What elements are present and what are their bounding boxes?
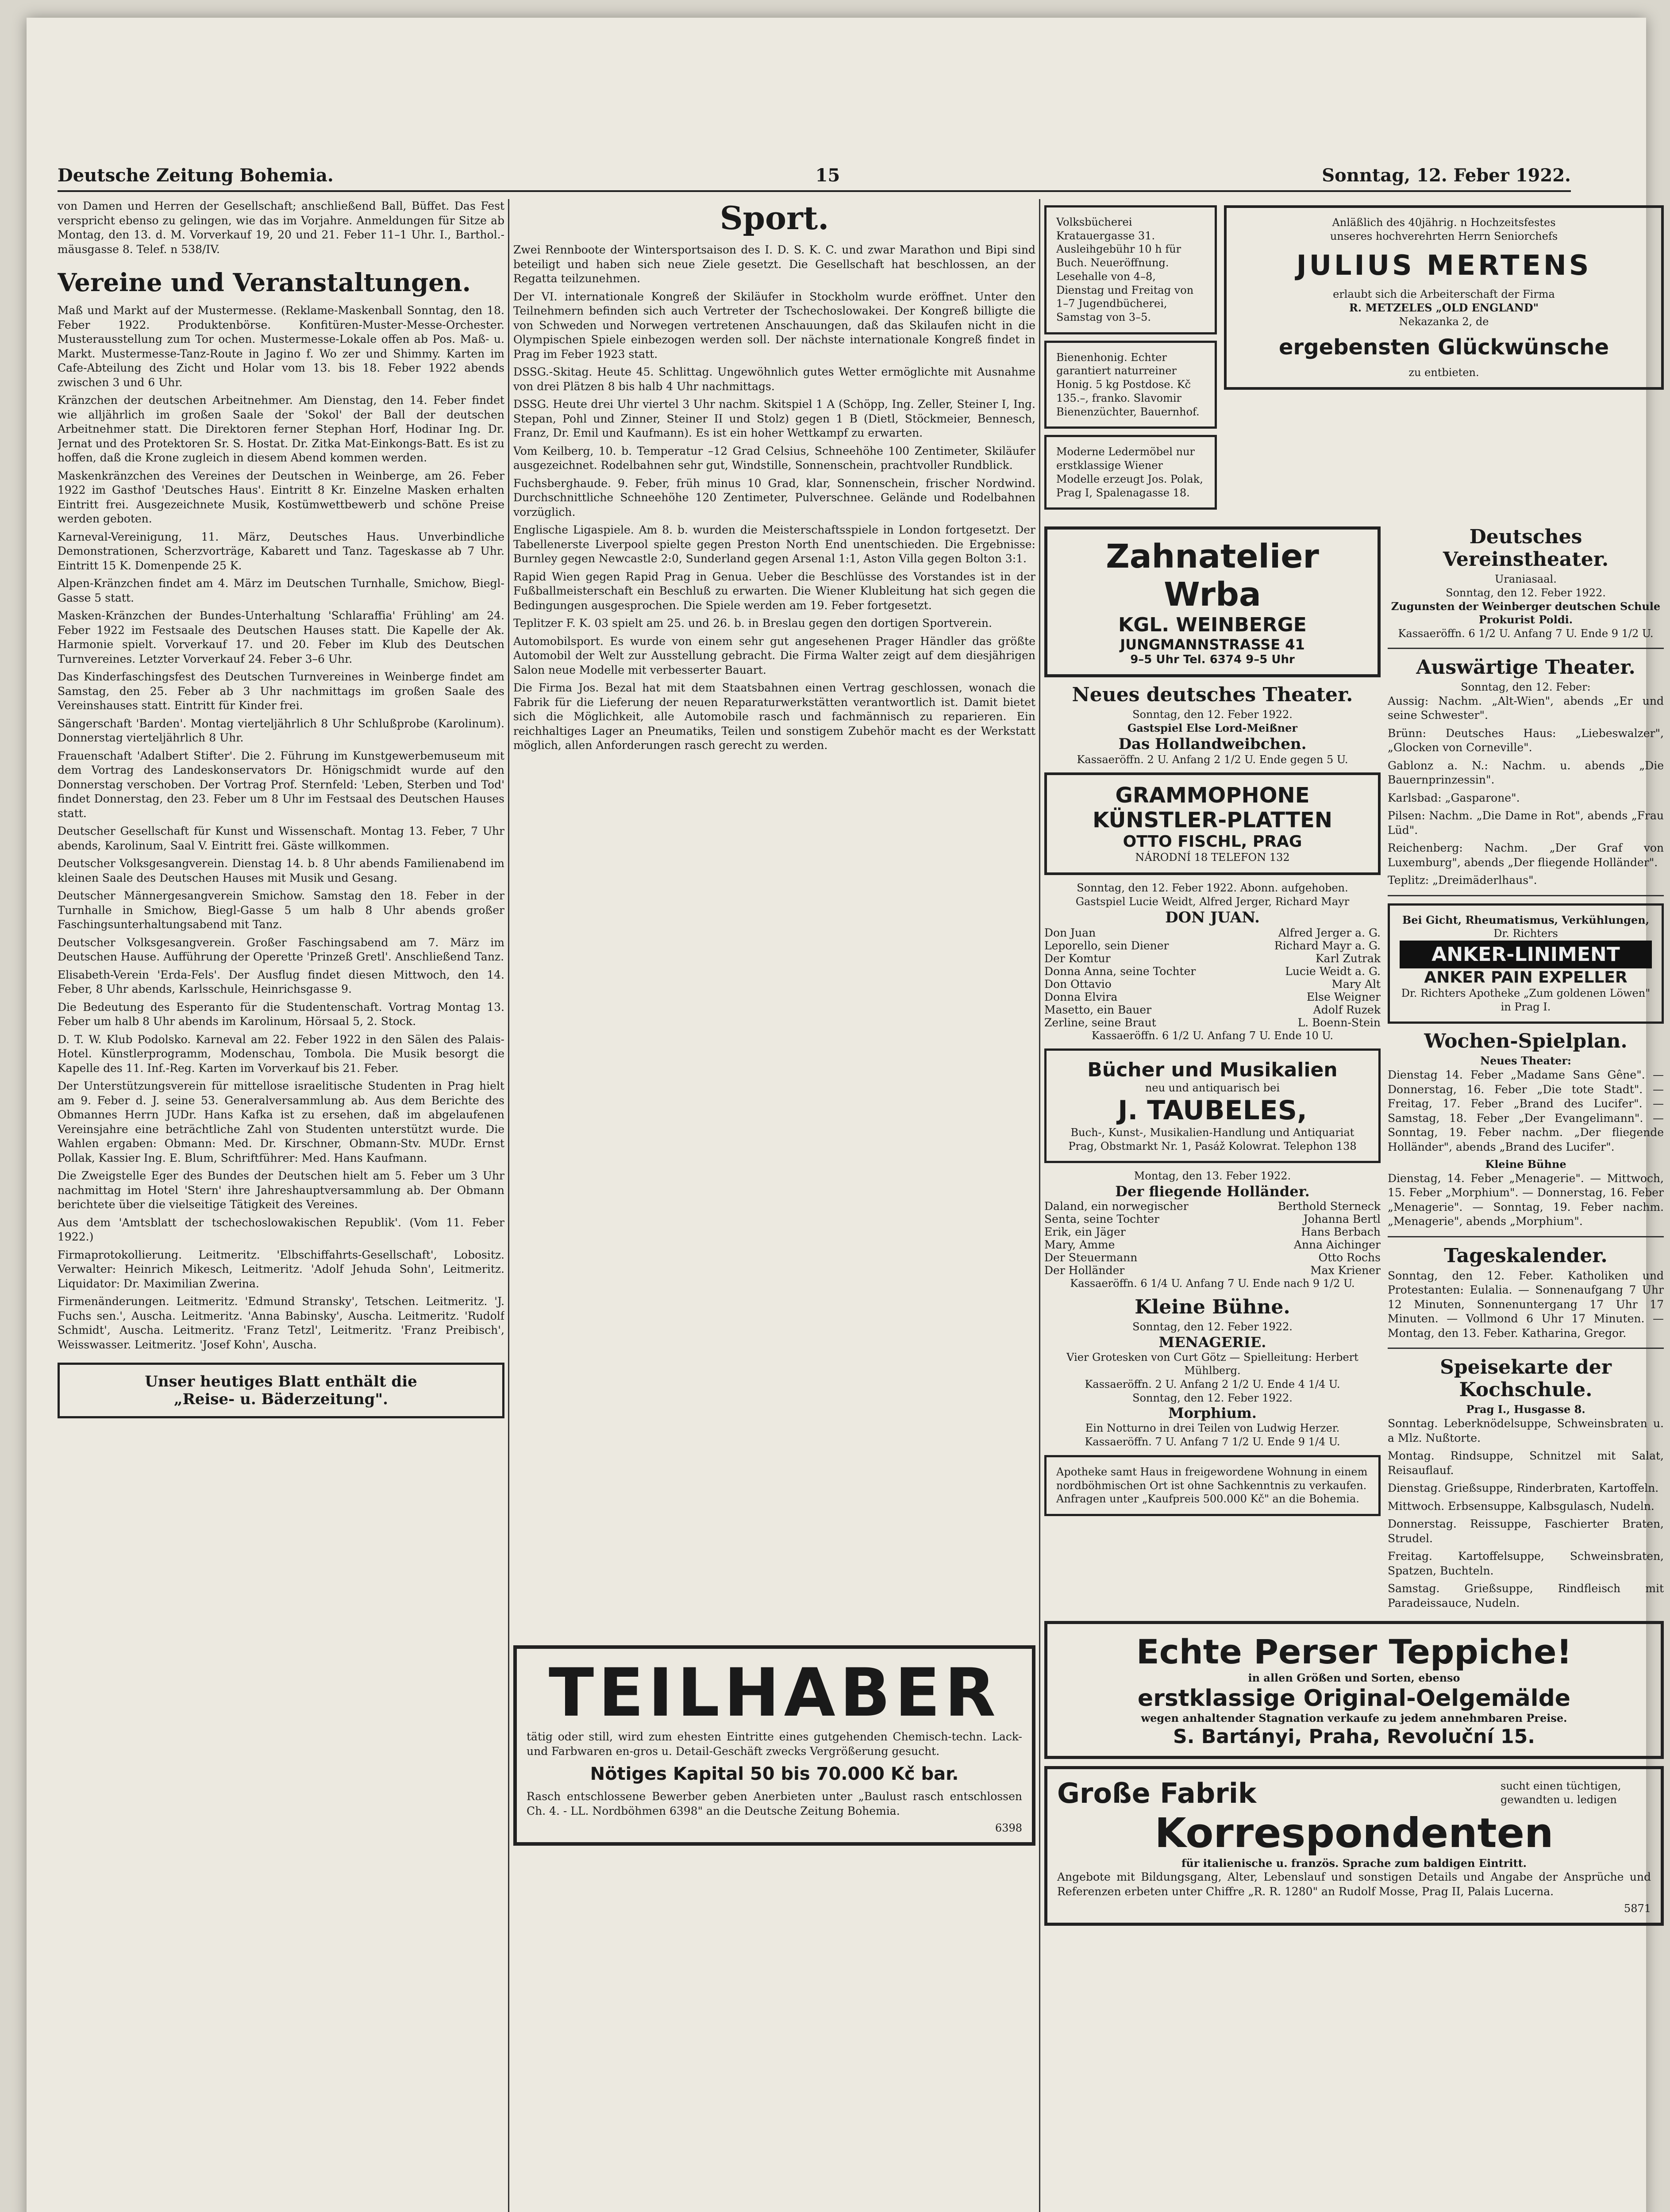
article-paragraph: Freitag. Kartoffelsuppe, Schweinsbraten, Spatzen, Buchteln.	[1388, 1550, 1664, 1577]
ad-perser-contact: S. Bartányi, Praha, Revoluční 15.	[1173, 1725, 1535, 1748]
section-title: Speisekarte der Kochschule.	[1440, 1356, 1612, 1402]
theatre-note: Vier Grotesken von Curt Götz — Spielleitung: Herbert Mühlberg.	[1066, 1351, 1358, 1377]
ad-mertens-line: unseres hochverehrten Herrn Seniorchefs	[1330, 230, 1558, 242]
ad-mertens-line: zu entbieten.	[1408, 366, 1479, 379]
cast-role: Leporello, sein Diener	[1044, 939, 1169, 952]
cast-actor: Lucie Weidt a. G.	[1285, 964, 1381, 978]
ad-perser-line: erstklassige Original-Oelgemälde	[1137, 1685, 1571, 1712]
cast-actor: Else Weigner	[1306, 990, 1381, 1003]
column-2	[513, 199, 1035, 2212]
cast-actor: Anna Aichinger	[1293, 1238, 1381, 1252]
small-ads	[1044, 199, 1217, 516]
article-paragraph: Vom Keilberg, 10. b. Temperatur –12 Grad Celsius, Schneehöhe 100 Zentimeter, Skiläufer ausgezeichnet. Rodelbahnen sehr gut, Windstille, Sonnenschein, prachtvoller Rundblick.	[513, 444, 1035, 472]
ad-fabrik-title: Korrespondenten	[1154, 1809, 1554, 1857]
theatre-title: Deutsches Vereinstheater.	[1443, 526, 1609, 571]
cast-row	[1044, 926, 1381, 939]
ad-taubeles	[1044, 1048, 1381, 1163]
article-paragraph: Deutscher Volksgesangverein. Großer Faschingsabend am 7. März im Deutschen Hause. Aufführung der Operette 'Prinzeß Gretl'. Anschließend Tanz.	[58, 936, 504, 963]
cast-role: Der Holländer	[1044, 1264, 1125, 1277]
ad-taubeles-line: Buch-, Kunst-, Musikalien-Handlung und Antiquariat Prag, Obstmarkt Nr. 1, Pasáž Kolowrat. Telephon 138	[1068, 1126, 1357, 1152]
theatre-times: Kassaeröffn. 6 1/4 U. Anfang 7 U. Ende nach 9 1/2 U.	[1070, 1277, 1355, 1290]
header-date: Sonntag, 12. Feber 1922.	[1322, 165, 1571, 186]
theatre-date: Sonntag, den 12. Feber 1922.	[1132, 708, 1293, 721]
ad-mertens-line: erlaubt sich die Arbeiterschaft der Firma	[1333, 288, 1555, 301]
ad-perser-line: in allen Größen und Sorten, ebenso	[1248, 1671, 1460, 1685]
cast-role: Zerline, seine Braut	[1044, 1016, 1156, 1029]
small-ad: Bienenhonig. Echter garantiert naturreiner Honig. 5 kg Postdose. Kč 135.–, franko. Slavomir Bienenzüchter, Bauernhof.	[1044, 341, 1217, 429]
tageskalender-text: Sonntag, den 12. Feber. Katholiken und Protestanten: Eulalia. — Sonnenaufgang 7 Uhr 12 Minuten, Sonnenuntergang 17 Uhr 17 Minuten. — Vollmond 6 Uhr 17 Minuten. — Montag, den 13. Feber. Katharina, Gregor.	[1388, 1269, 1664, 1340]
article-paragraph: Firmaprotokollierung. Leitmeritz. 'Elbschiffahrts-Gesellschaft', Lobositz. Verwalter: Heinrich Mikesch, Leitmeritz. 'Adolf Jehuda Sohn', Leitmeritz. Liquidator: Dr. Maximilian Zwerina.	[58, 1248, 504, 1290]
cast-list	[1044, 926, 1381, 1029]
cast-role: Don Ottavio	[1044, 977, 1112, 991]
cast-row	[1044, 952, 1381, 965]
article-paragraph: Rapid Wien gegen Rapid Prag in Genua. Ueber die Beschlüsse des Vorstandes ist in der Fußballmeisterschaft ein Beschluß zu erwarten. Die Wiener Klubleitung hat sich gegen die Bedingungen ausgesprochen. Die Spiele werden am 19. Feber fortgesetzt.	[513, 570, 1035, 612]
article-paragraph: Kränzchen der deutschen Arbeitnehmer. Am Dienstag, den 14. Feber findet wie alljährlich im großen Saale der 'Sokol' der Ball der deutschen Arbeitnehmer statt. Die Direktoren ferner Stephan Horf, Hodinar Ing. Dr. Jernat und des Protektoren Sr. S. Hostat. Dr. Zitka Mat-Einkongs-Batt. Es ist zu hoffen, daß die Krone zugleich in diesem Abend kommen werden.	[58, 394, 504, 464]
page-header	[58, 159, 1571, 192]
article-paragraph: Karneval-Vereinigung, 11. März, Deutsches Haus. Unverbindliche Demonstrationen, Scherzvorträge, Kabarett und Tanz. Tageskasse ab 7 Uhr. Eintritt 15 K. Domenpende 25 K.	[58, 530, 504, 572]
notice-title: Unser heutiges Blatt enthält die	[145, 1373, 417, 1390]
cast-actor: Alfred Jerger a. G.	[1278, 926, 1381, 939]
cast-role: Don Juan	[1044, 926, 1096, 939]
ad-wrba-addr2: JUNGMANNSTRASSE 41	[1120, 636, 1305, 653]
ad-apotheke: Apotheke samt Haus in freigewordene Wohnung in einem nordböhmischen Ort ist ohne Sachkenntnis zu verkaufen. Anfragen unter „Kaufpreis 500.000 Kč" an die Bohemia.	[1044, 1455, 1381, 1516]
ad-grammophone-line: GRAMMOPHONE	[1115, 783, 1310, 808]
ad-grammophone-line: KÜNSTLER-PLATTEN	[1093, 808, 1332, 833]
ad-wrba	[1044, 526, 1381, 677]
section-title-sport: Sport.	[720, 199, 829, 237]
article-paragraph: Karlsbad: „Gasparone".	[1388, 791, 1520, 804]
section-title: Tageskalender.	[1444, 1244, 1608, 1267]
ad-anker-line: Dr. Richters	[1493, 927, 1558, 940]
ad-anker-title: ANKER-LINIMENT	[1400, 941, 1652, 968]
theatre-date: Sonntag, den 12. Feber 1922.	[1446, 586, 1606, 599]
article-paragraph: Dienstag. Grießsuppe, Rinderbraten, Kartoffeln.	[1388, 1482, 1659, 1495]
small-ad: Volksbücherei Kratauergasse 31. Ausleihgebühr 10 h für Buch. Neueröffnung. Lesehalle von 4–8, Dienstag und Freitag von 1–7 Jugendbücherei, Samstag von 3–5.	[1044, 205, 1217, 334]
theatre-work: MENAGERIE.	[1158, 1333, 1266, 1351]
article-paragraph: Reichenberg: Nachm. „Der Graf von Luxemburg", abends „Der fliegende Holländer".	[1388, 841, 1664, 869]
article-paragraph: Pilsen: Nachm. „Die Dame in Rot", abends „Frau Lüd".	[1388, 809, 1664, 837]
ad-fabrik-contact: Angebote mit Bildungsgang, Alter, Lebenslauf und sonstigen Details und Angabe der Ansprüche und Referenzen erbeten unter Chiffre „R. R. 1280" an Rudolf Mosse, Prag II, Palais Lucerna.	[1057, 1870, 1651, 1898]
article-paragraph: Mittwoch. Erbsensuppe, Kalbsgulasch, Nudeln.	[1388, 1499, 1655, 1513]
ad-teilhaber-code: 6398	[995, 1822, 1022, 1834]
article-paragraph: Alpen-Kränzchen findet am 4. März im Deutschen Turnhalle, Smichow, Biegl-Gasse 5 statt.	[58, 577, 504, 604]
section-subtitle: Neues Theater:	[1480, 1054, 1571, 1068]
article-paragraph: Das Kinderfaschingsfest des Deutschen Turnvereines in Weinberge findet am Samstag, den 25. Feber ab 3 Uhr nachmittags im großen Saale des Vereinshauses statt. Eintritt für Kinder frei.	[58, 670, 504, 712]
theatre-work: Morphium.	[1168, 1405, 1257, 1422]
article-paragraph: Deutscher Volksgesangverein. Dienstag 14. b. 8 Uhr abends Familienabend im kleinen Saale des Deutschen Hauses mit Musik und Gesang.	[58, 857, 504, 884]
article-paragraph: Teplitz: „Dreimäderlhaus".	[1388, 874, 1537, 887]
article-paragraph: DSSG.-Skitag. Heute 45. Schlittag. Ungewöhnlich gutes Wetter ermöglichte mit Ausnahme von drei Plätzen 8 bis halb 4 Uhr nachmittags.	[513, 365, 1035, 393]
small-ad: Moderne Ledermöbel nur erstklassige Wiener Modelle erzeugt Jos. Polak, Prag I, Spalenagasse 18.	[1044, 435, 1217, 510]
article-paragraph: Sonntag. Leberknödelsuppe, Schweinsbraten u. a Mlz. Nußtorte.	[1388, 1417, 1664, 1444]
theatre-event: Gastspiel Else Lord-Meißner	[1127, 721, 1298, 734]
ad-teilhaber-capital: Nötiges Kapital 50 bis 70.000 Kč bar.	[590, 1764, 959, 1784]
ad-wrba-addr1: KGL. WEINBERGE	[1118, 614, 1307, 637]
theatre-times: Kassaeröffn. 6 1/2 U. Anfang 7 U. Ende 9 1/2 U.	[1398, 627, 1654, 640]
cast-row	[1044, 1016, 1381, 1029]
section-title: Wochen-Spielplan.	[1424, 1030, 1628, 1053]
article-paragraph: DSSG. Heute drei Uhr viertel 3 Uhr nachm. Skitspiel 1 A (Schöpp, Ing. Zeller, Steiner I, Ing. Stepan, Pohl und Zinner, Steiner II und Stolz) gegen 1 B (Dietl, Stöckmeier, Bennesch, Franz, Dr. Emil und Kaufmann). Es ist ein hoher Wettkampf zu erwarten.	[513, 398, 1035, 439]
sport-articles	[513, 243, 1035, 1636]
lower-layout	[1044, 520, 1664, 1614]
article-paragraph: D. T. W. Klub Podolsko. Karneval am 22. Feber 1922 in den Sälen des Palais-Hotel. Künstlerprogramm, Modenschau, Tombola. Die Musik besorgt die Kapelle des 11. Inf.-Reg. Karten im Vorverkauf bis 21. Feber.	[58, 1033, 504, 1075]
theatre-work: DON JUAN.	[1165, 908, 1260, 926]
ad-mertens-address: Nekazanka 2, de	[1399, 315, 1489, 328]
notice-subtitle: „Reise- u. Bäderzeitung".	[174, 1390, 388, 1408]
article-paragraph: Englische Ligaspiele. Am 8. b. wurden die Meisterschaftsspiele in London fortgesetzt. Der Tabellenerste Liverpool spielte gegen Preston North End unentschieden. Die Ergebnisse: Burnley gegen Newcastle 2:0, Sunderland gegen Arsenal 1:1, Aston Villa gegen Bolton 3:1.	[513, 523, 1035, 565]
section-subtitle: Prag I., Husgasse 8.	[1466, 1403, 1585, 1416]
theatre-times: Kassaeröffn. 6 1/2 U. Anfang 7 U. Ende 10 U.	[1091, 1029, 1334, 1042]
theatre-times: Kassaeröffn. 2 U. Anfang 2 1/2 U. Ende 4 1/4 U.	[1085, 1378, 1340, 1390]
cast-actor: Otto Rochs	[1318, 1251, 1381, 1264]
cast-row	[1044, 1200, 1381, 1213]
article-paragraph: Zwei Rennboote der Wintersportsaison des I. D. S. K. C. und zwar Marathon und Bipi sind beteiligt und haben sich neue Ziele gesetzt. Die Gesellschaft hat beschlossen, an der Regatta teilzunehmen.	[513, 243, 1035, 285]
column-3	[1044, 199, 1664, 2212]
cast-actor: Adolf Ruzek	[1313, 1003, 1381, 1016]
cast-role: Daland, ein norwegischer	[1044, 1200, 1189, 1213]
article-paragraph: Die Firma Jos. Bezal hat mit dem Staatsbahnen einen Vertrag geschlossen, wonach die Fabrik für die Lieferung der neuen Reparaturwerkstätten verantwortlich ist. Damit bietet sich die Möglichkeit, alle Automobile rasch und fachmännisch zu reparieren. Ein reichhaltiges Lager an Pneumatiks, Teilen und sonstigem Zubehör macht es der Werkstatt möglich, allen Anforderungen rasch gerecht zu werden.	[513, 681, 1035, 752]
cast-row	[1044, 978, 1381, 991]
article-paragraph: Maß und Markt auf der Mustermesse. (Reklame-Maskenball Sonntag, den 18. Feber 1922. Produktenbörse. Konfitüren-Muster-Messe-Orchester. Musterausstellung zum Tor ochen. Mustermesse-Lokale offen ab Pos. Maß- u. Markt. Mustermesse-Tanz-Route in Jagino f. Wo zer und Shimmy. Karten im Cafe-Abteilung des Zicht und Holar vom 13. bis 18. Feber 1922 abends zwischen 3 und 6 Uhr.	[58, 304, 504, 389]
ad-grammophone-addr: NÁRODNÍ 18 TELEFON 132	[1135, 851, 1290, 864]
ad-grammophone	[1044, 772, 1381, 875]
ad-perser	[1044, 1621, 1664, 1759]
theatre-date: Sonntag, den 12. Feber 1922. Abonn. aufgehoben.	[1077, 882, 1348, 895]
ad-taubeles-line: neu und antiquarisch bei	[1145, 1082, 1280, 1094]
cast-row	[1044, 939, 1381, 952]
article-paragraph: Fuchsberghaude. 9. Feber, früh minus 10 Grad, klar, Sonnenschein, frischer Nordwind. Durchschnittliche Schneehöhe 120 Zentimeter, Pulverschnee. Gelände und Rodelbahnen vorzüglich.	[513, 476, 1035, 518]
theatre-title: Neues deutsches Theater.	[1072, 684, 1353, 707]
notice-box	[58, 1363, 504, 1418]
cast-actor: Hans Berbach	[1301, 1225, 1381, 1239]
column-rule	[1039, 199, 1040, 2212]
column-1	[58, 199, 504, 2212]
theatre-subtitle: Uraniasaal.	[1495, 573, 1557, 586]
article-paragraph: Masken-Kränzchen der Bundes-Unterhaltung 'Schlaraffia' Frühling' am 24. Feber 1922 im Festsaale des Deutschen Hauses statt. Die Kapelle der Ak. Harmonie spielt. Vorverkauf 17. und 20. Feber im Klub des Deutschen Turnvereines. Letzter Vorverkauf 24. Feber 3–6 Uhr.	[58, 609, 504, 665]
ad-mertens-line: Anläßlich des 40jährig. n Hochzeitsfestes	[1332, 216, 1556, 229]
theatre-event: Zugunsten der Weinberger deutschen Schule Prokurist Poldi.	[1391, 599, 1661, 626]
cast-role: Masetto, ein Bauer	[1044, 1003, 1152, 1016]
article-paragraph: Aus dem 'Amtsblatt der tschechoslowakischen Republik'. (Vom 11. Feber 1922.)	[58, 1216, 504, 1243]
cast-actor: Max Kriener	[1310, 1264, 1381, 1277]
article-paragraph: Die Zweigstelle Eger des Bundes der Deutschen hielt am 5. Feber um 3 Uhr nachmittag im Hotel 'Stern' ihre Jahreshauptversammlung ab. Der Obmann berichtete über die vielseitige Tätigkeit des Vereines.	[58, 1169, 504, 1211]
intro-paragraph: von Damen und Herren der Gesellschaft; anschließend Ball, Büffet. Das Fest verspricht ebenso zu gelingen, wie das im Vorjahre. Anmeldungen für Sitze ab Montag, den 13. d. M. Vorverkauf 19, 20 und 21. Feber 11–1 Uhr. I., Barthol.-mäusgasse 8. Telef. n 538/IV.	[58, 200, 504, 256]
cast-role: Der Komtur	[1044, 952, 1111, 965]
theatre-right	[1388, 520, 1664, 1614]
divider	[1388, 895, 1664, 896]
article-paragraph: Samstag. Grießsuppe, Rindfleisch mit Paradeissauce, Nudeln.	[1388, 1582, 1664, 1609]
cast-row	[1044, 965, 1381, 978]
cast-role: Donna Elvira	[1044, 990, 1118, 1003]
cast-row	[1044, 1003, 1381, 1016]
divider	[1388, 1236, 1664, 1237]
ad-fabrik-line: sucht einen tüchtigen, gewandten u. ledigen	[1501, 1780, 1621, 1806]
ad-fabrik-line: Große Fabrik	[1057, 1777, 1257, 1809]
ad-mertens	[1224, 199, 1664, 516]
ad-perser-title: Echte Perser Teppiche!	[1136, 1632, 1572, 1672]
section-title-vereine: Vereine und Veranstaltungen.	[58, 268, 471, 297]
article-paragraph: Deutscher Gesellschaft für Kunst und Wissenschaft. Montag 13. Feber, 7 Uhr abends, Karolinum, Saal V. Eintritt frei. Gäste willkommen.	[58, 825, 504, 852]
newspaper-page	[27, 18, 1664, 2212]
wochen-text: Dienstag 14. Feber „Madame Sans Gêne". — Donnerstag, 16. Feber „Die tote Stadt". — Freitag, 17. Feber „Brand des Lucifer". — Samstag, 18. Feber „Der Evangelimann". — Sonntag, 19. Feber nachm. „Der fliegende Holländer", abends „Brand des Lucifer".	[1388, 1068, 1664, 1153]
cast-role: Der Steuermann	[1044, 1251, 1138, 1264]
divider	[1388, 1348, 1664, 1349]
article-paragraph: Gablonz a. N.: Nachm. u. abends „Die Bauernprinzessin".	[1388, 759, 1664, 787]
cast-row	[1044, 1238, 1381, 1251]
theatre-date: Sonntag, den 12. Feber:	[1461, 680, 1591, 693]
cast-row	[1044, 991, 1381, 1003]
ad-fabrik-line: für italienische u. französ. Sprache zum baldigen Eintritt.	[1181, 1856, 1527, 1870]
article-paragraph: Der Unterstützungsverein für mittellose israelitische Studenten in Prag hielt am 9. Feber d. J. seine 53. Generalversammlung ab. Aus dem Berichte des Obmannes Herrn JUDr. Hans Kafka ist zu ersehen, daß im abgelaufenen Vereinsjahre eine beträchtliche Zahl von Studenten unterstützt wurde. Die Wahlen ergaben: Obmann: Med. Dr. Kirschner, Obmann-Stv. MUDr. Ernst Pollak, Kassier Ing. E. Blum, Schriftführer: Med. Hans Kaufmann.	[58, 1079, 504, 1164]
article-paragraph: Die Bedeutung des Esperanto für die Studentenschaft. Vortrag Montag 13. Feber um halb 8 Uhr abends im Karolinum, Hörsaal 5, 2. Stock.	[58, 1000, 504, 1028]
ad-anker-line: Bei Gicht, Rheumatismus, Verkühlungen,	[1402, 913, 1650, 926]
ad-wrba-hours: 9–5 Uhr Tel. 6374 9–5 Uhr	[1130, 653, 1295, 667]
cast-actor: Johanna Bertl	[1303, 1213, 1381, 1226]
section-subtitle: Kleine Bühne	[1485, 1158, 1566, 1171]
ad-teilhaber-text: tätig oder still, wird zum ehesten Eintritte eines gutgehenden Chemisch-techn. Lack- und Farbwaren en-gros u. Detail-Geschäft zwecks Vergrößerung gesucht.	[527, 1730, 1022, 1758]
cast-row	[1044, 1213, 1381, 1225]
cast-row	[1044, 1251, 1381, 1264]
article-paragraph: Aussig: Nachm. „Alt-Wien", abends „Er und seine Schwester".	[1388, 694, 1664, 722]
theatre-date: Montag, den 13. Feber 1922.	[1134, 1170, 1291, 1183]
menu-list	[1388, 1417, 1664, 1610]
article-paragraph: Brünn: Deutsches Haus: „Liebeswalzer", „Glocken von Corneville".	[1388, 726, 1664, 754]
theatre-title: Kleine Bühne.	[1135, 1295, 1290, 1318]
header-paper-title: Deutsche Zeitung Bohemia.	[58, 165, 334, 186]
ad-mertens-firm: R. METZELES „OLD ENGLAND"	[1349, 301, 1539, 315]
ad-teilhaber	[513, 1645, 1035, 1846]
theatre-left	[1044, 520, 1381, 1614]
ad-anker-subtitle: ANKER PAIN EXPELLER	[1424, 968, 1628, 987]
theatre-work: Das Hollandweibchen.	[1118, 735, 1307, 753]
article-paragraph: Teplitzer F. K. 03 spielt am 25. und 26. b. in Breslau gegen den dortigen Sportverein.	[513, 617, 992, 630]
ad-fabrik-code: 5871	[1624, 1902, 1651, 1915]
ad-anker	[1388, 903, 1664, 1024]
article-paragraph: Sängerschaft 'Barden'. Montag vierteljährlich 8 Uhr Schlußprobe (Karolinum). Donnerstag vierteljährlich 8 Uhr.	[58, 717, 504, 744]
article-paragraph: Donnerstag. Reissuppe, Faschierter Braten, Strudel.	[1388, 1517, 1664, 1545]
cast-role: Mary, Amme	[1044, 1238, 1115, 1252]
article-paragraph: Firmenänderungen. Leitmeritz. 'Edmund Stransky', Tetschen. Leitmeritz. 'J. Fuchs sen.', Auscha. Leitmeritz. 'Anna Babinsky', Auscha. Leitmeritz. 'Rudolf Schmidt', Auscha. Leitmeritz. 'Franz Tetzl', Leitmeritz. 'Franz Preibisch', Weisswasser. Leitmeritz. 'Josef Kohn', Auscha.	[58, 1295, 504, 1351]
ad-perser-line: wegen anhaltender Stagnation verkaufe zu jedem annehmbaren Preise.	[1141, 1711, 1567, 1724]
ad-mertens-name: JULIUS MERTENS	[1296, 249, 1592, 282]
article-paragraph: Elisabeth-Verein 'Erda-Fels'. Der Ausflug findet diesen Mittwoch, den 14. Feber, 8 Uhr abends, Karlsschule, Heinrichsgasse 9.	[58, 968, 504, 995]
divider	[1388, 648, 1664, 649]
cast-actor: Berthold Sterneck	[1278, 1200, 1381, 1213]
ad-mertens-greeting: ergebensten Glückwünsche	[1278, 334, 1609, 360]
theatre-date: Sonntag, den 12. Feber 1922.	[1132, 1391, 1293, 1404]
article-paragraph: Automobilsport. Es wurde von einem sehr gut angesehenen Prager Händler das größte Automobil der Welt zur Ausstellung gebracht. Die Firma Walter zeigt auf dem diesjährigen Salon neue Modelle mit verbesserter Bauart.	[513, 634, 1035, 676]
ad-taubeles-line: Bücher und Musikalien	[1087, 1059, 1338, 1082]
ad-anker-line: Dr. Richters Apotheke „Zum goldenen Löwen" in Prag I.	[1401, 987, 1651, 1013]
vereine-articles	[58, 303, 504, 1352]
theatre-title: Auswärtige Theater.	[1416, 656, 1635, 679]
ad-fabrik	[1044, 1766, 1664, 1926]
column-rule	[508, 199, 509, 2212]
cast-role: Donna Anna, seine Tochter	[1044, 964, 1196, 978]
theatre-work: Der fliegende Holländer.	[1115, 1183, 1310, 1200]
cast-actor: Karl Zutrak	[1316, 952, 1381, 965]
header-page-number: 15	[815, 165, 840, 186]
article-paragraph: Deutscher Männergesangverein Smichow. Samstag den 18. Feber in der Turnhalle in Smichow, Biegl-Gasse 5 um halb 8 Uhr abends großer Faschingsunterhaltungsabend mit Tanz.	[58, 889, 504, 931]
article-paragraph: Maskenkränzchen des Vereines der Deutschen in Weinberge, am 26. Feber 1922 im Gasthof 'Deutsches Haus'. Eintritt 8 Kr. Einzelne Masken erhalten Eintritt frei. Ausgezeichnete Musik, Kostümwettbewerb und schöne Preise werden geboten.	[58, 469, 504, 525]
ad-wrba-title: Zahnatelier Wrba	[1106, 538, 1319, 614]
cast-role: Senta, seine Tochter	[1044, 1213, 1160, 1226]
cast-actor: L. Boenn-Stein	[1297, 1016, 1381, 1029]
theatre-times: Kassaeröffn. 7 U. Anfang 7 1/2 U. Ende 9 1/4 U.	[1085, 1436, 1340, 1448]
cast-list	[1044, 1200, 1381, 1277]
cast-role: Erik, ein Jäger	[1044, 1225, 1126, 1239]
theatre-times: Kassaeröffn. 2 U. Anfang 2 1/2 U. Ende gegen 5 U.	[1077, 753, 1348, 766]
ad-grammophone-firm: OTTO FISCHL, PRAG	[1123, 833, 1302, 851]
cast-row	[1044, 1225, 1381, 1238]
theatre-date: Sonntag, den 12. Feber 1922.	[1132, 1320, 1293, 1333]
cast-row	[1044, 1264, 1381, 1277]
article-paragraph: Montag. Rindsuppe, Schnitzel mit Salat, Reisauflauf.	[1388, 1449, 1664, 1477]
cast-actor: Richard Mayr a. G.	[1274, 939, 1381, 952]
cast-actor: Mary Alt	[1331, 977, 1381, 991]
top-ads-row	[1044, 199, 1664, 516]
article-paragraph: Der VI. internationale Kongreß der Skiläufer in Stockholm wurde eröffnet. Unter den Teilnehmern befinden sich auch Vertreter der Tschechoslowakei. Der Kongreß billigte die von Schweden und Norwegen vertretenen Anschauungen, daß das Skilaufen nicht in die Olympischen Spiele einbezogen werden soll. Der nächste internationale Kongreß findet in Prag im Feber 1923 statt.	[513, 290, 1035, 361]
ad-teilhaber-title: TEILHABER	[548, 1655, 1000, 1732]
theatre-note: Ein Notturno in drei Teilen von Ludwig Herzer.	[1085, 1422, 1340, 1435]
auswaertige-list	[1388, 694, 1664, 888]
ad-teilhaber-contact: Rasch entschlossene Bewerber geben Anerbieten unter „Baulust rasch entschlossen Ch. 4. - LL. Nordböhmen 6398" an die Deutsche Zeitung Bohemia.	[527, 1790, 1022, 1817]
theatre-event: Gastspiel Lucie Weidt, Alfred Jerger, Richard Mayr	[1075, 895, 1350, 908]
article-paragraph: Frauenschaft 'Adalbert Stifter'. Die 2. Führung im Kunstgewerbemuseum mit dem Vortrag des Landeskonservators Dr. Hönigschmidt wurde auf den Donnerstag verschoben. Der Vortrag Prof. Sternfeld: 'Leben, Sterben und Tod' findet Donnerstag, den 23. Feber um 8 Uhr im Festsaal des Deutschen Hauses statt.	[58, 749, 504, 820]
wochen-text: Dienstag, 14. Feber „Menagerie". — Mittwoch, 15. Feber „Morphium". — Donnerstag, 16. Feber „Menagerie". — Sonntag, 19. Feber nachm. „Menagerie", abends „Morphium".	[1388, 1171, 1664, 1228]
ad-taubeles-name: J. TAUBELES,	[1118, 1094, 1307, 1126]
